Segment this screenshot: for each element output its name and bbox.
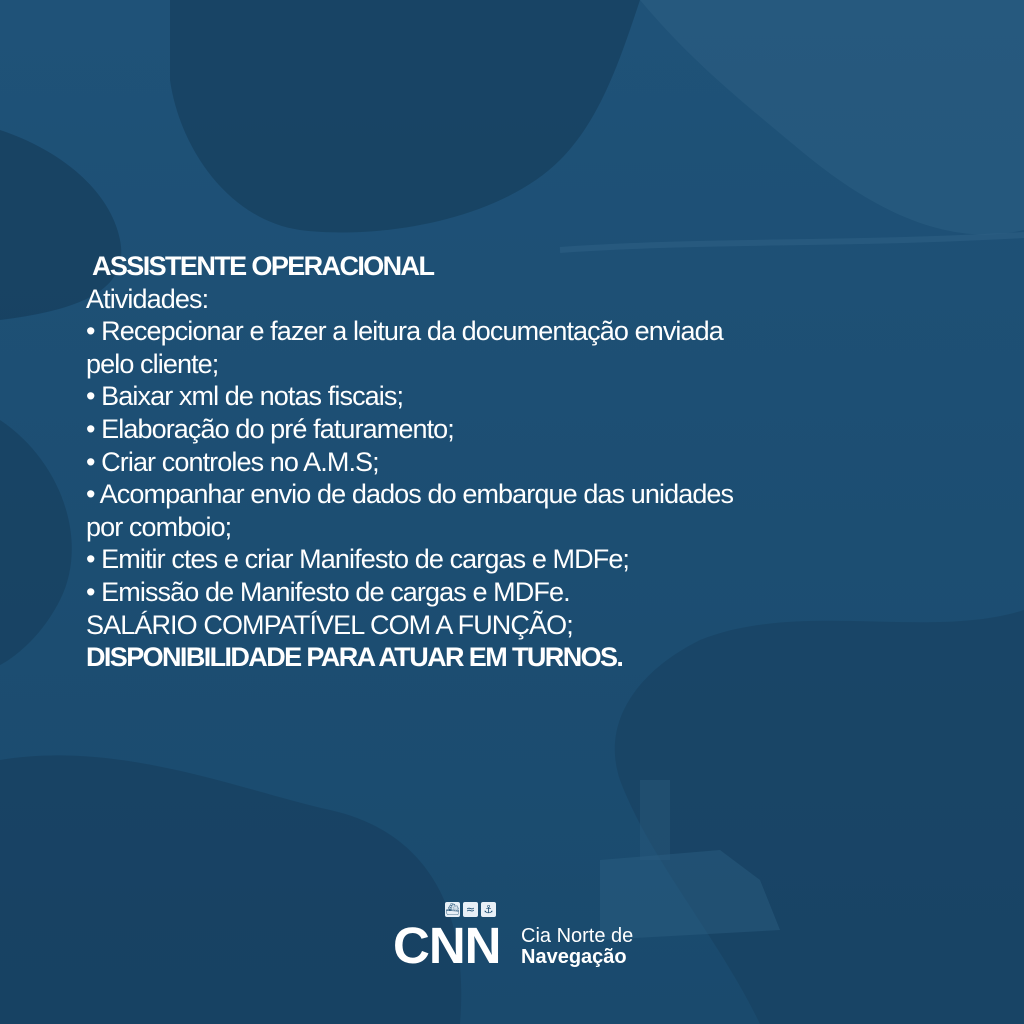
activity-line: • Recepcionar e fazer a leitura da documentação enviada <box>86 316 723 347</box>
job-post-text <box>86 250 946 674</box>
activity-line: • Emitir ctes e criar Manifesto de cargas e MDFe; <box>86 544 630 575</box>
logo-name-line1: Cia Norte de <box>521 925 634 947</box>
activity-line: • Acompanhar envio de dados do embarque das unidades <box>86 479 734 510</box>
activity-line: pelo cliente; <box>86 348 219 379</box>
anchor-icon: ⚓ <box>481 902 496 917</box>
availability-line: DISPONIBILIDADE PARA ATUAR EM TURNOS. <box>86 642 623 673</box>
activity-line: por comboio; <box>86 511 232 542</box>
logo-name-line2: Navegação <box>521 946 627 968</box>
company-logo <box>393 902 663 972</box>
job-title: ASSISTENTE OPERACIONAL <box>92 251 434 281</box>
activities-heading: Atividades: <box>86 283 209 314</box>
salary-line: SALÁRIO COMPATÍVEL COM A FUNÇÃO; <box>86 609 573 640</box>
ship-icon: ⛴ <box>445 903 460 916</box>
activity-line: • Criar controles no A.M.S; <box>86 446 379 477</box>
activity-line: • Emissão de Manifesto de cargas e MDFe. <box>86 576 570 607</box>
activity-line: • Elaboração do pré faturamento; <box>86 413 454 444</box>
activity-line: • Baixar xml de notas fiscais; <box>86 381 404 412</box>
logo-mark: CNN <box>393 917 501 974</box>
logo-company-name <box>521 926 633 968</box>
waves-icon: ≈ <box>463 902 478 917</box>
